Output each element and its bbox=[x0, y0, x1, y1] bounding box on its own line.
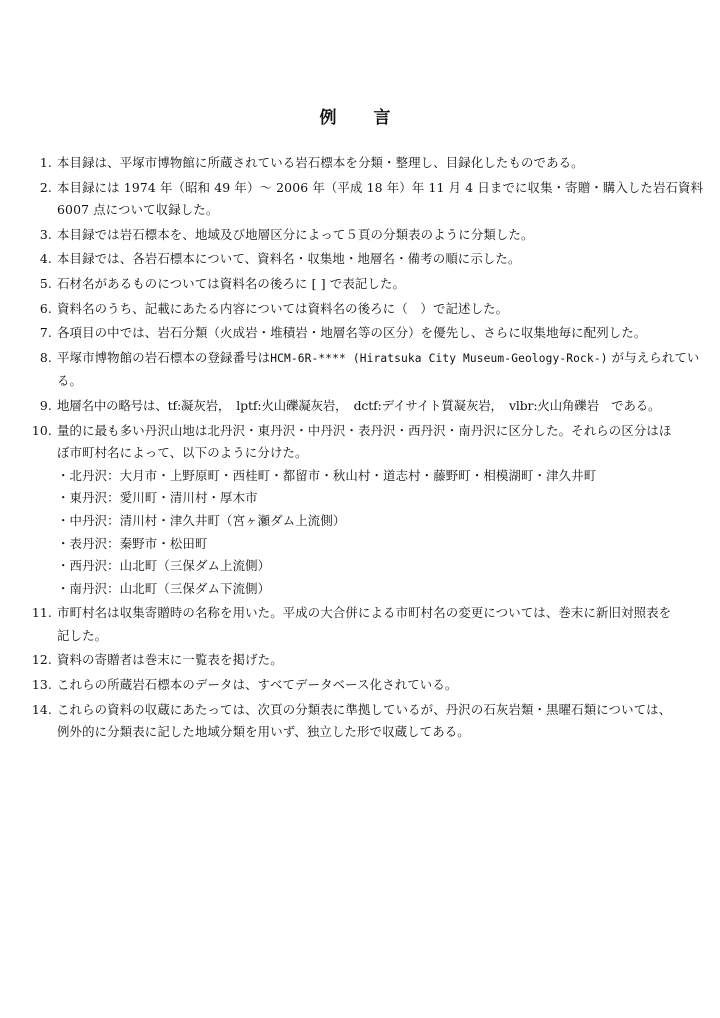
item-text bbox=[57, 347, 700, 371]
list-item-11 bbox=[28, 602, 688, 647]
list-item-6 bbox=[28, 298, 688, 321]
list-item-12 bbox=[28, 649, 688, 672]
item-number: 8. bbox=[39, 349, 52, 365]
region-nishi-tanzawa: ・西丹沢：山北町（三保ダム上流側） bbox=[57, 558, 271, 574]
item-number: 12. bbox=[31, 652, 52, 668]
item-text: 本目録では、各岩石標本について、資料名・収集地・地層名・備考の順に示した。 bbox=[57, 251, 521, 267]
list-item-5 bbox=[28, 273, 688, 296]
item-text: 本目録では岩石標本を、地域及び地層区分によって５頁の分類表のように分類した。 bbox=[57, 226, 534, 242]
item-text: これらの資料の収蔵にあたっては、次頁の分類表に準拠しているが、丹沢の石灰岩類・黒曜石類については、 bbox=[57, 701, 672, 717]
list-item-8 bbox=[28, 347, 700, 393]
item-number: 13. bbox=[31, 677, 52, 693]
item-number: 4. bbox=[39, 251, 52, 267]
item-number: 9. bbox=[39, 397, 52, 413]
item-number: 2. bbox=[39, 179, 52, 195]
item-text: 本目録は、平塚市博物館に所蔵されている岩石標本を分類・整理し、目録化したものである。 bbox=[57, 155, 584, 170]
item-text-continued: 6007 点について収録した。 bbox=[57, 202, 219, 218]
list-item-3 bbox=[28, 224, 688, 247]
list-item-2 bbox=[28, 177, 704, 222]
item-text: 資料名のうち、記載にあたる内容については資料名の後ろに（ ）で記述した。 bbox=[57, 300, 509, 316]
item-text: 本目録には 1974 年（昭和 49 年）〜 2006 年（平成 18 年）年 11 月 4 日までに収集・寄贈・購入した岩石資料 bbox=[57, 179, 704, 195]
item-number: 5. bbox=[39, 275, 52, 291]
item-number: 11. bbox=[31, 605, 52, 621]
item-number: 14. bbox=[31, 701, 52, 717]
list-item-7 bbox=[28, 322, 688, 345]
list-item-1 bbox=[28, 152, 688, 175]
item-number: 7. bbox=[39, 325, 52, 341]
item-text: 資料の寄贈者は巻末に一覧表を掲げた。 bbox=[57, 652, 283, 668]
item-text: 市町村名は収集寄贈時の名称を用いた。平成の大合併による市町村名の変更については、巻末に新旧対照表を bbox=[57, 605, 672, 621]
region-omote-tanzawa: ・表丹沢：秦野市・松田町 bbox=[57, 535, 208, 551]
list-item-10 bbox=[28, 420, 688, 601]
item-text: 量的に最も多い丹沢山地は北丹沢・東丹沢・中丹沢・表丹沢・西丹沢・南丹沢に区分した。それらの区分はほ bbox=[57, 422, 672, 438]
item-text-continued: 記した。 bbox=[57, 627, 108, 643]
region-naka-tanzawa: ・中丹沢：清川村・津久井町（宮ヶ瀬ダム上流側） bbox=[57, 512, 346, 528]
item-text-pre: 平塚市博物館の岩石標本の登録番号は bbox=[57, 349, 271, 365]
list-item-9 bbox=[28, 395, 688, 418]
region-kita-tanzawa: ・北丹沢：大月市・上野原町・西桂町・都留市・秋山村・道志村・藤野町・相模湖町・津久井町 bbox=[57, 467, 597, 483]
item-text: 地層名中の略号は、tf:凝灰岩， lptf:火山礫凝灰岩， dctf:デイサイト質凝灰岩， vlbr:火山角礫岩 である。 bbox=[57, 397, 661, 413]
item-text-continued: る。 bbox=[57, 373, 83, 389]
page-title: 例 言 bbox=[319, 108, 401, 128]
region-minami-tanzawa: ・南丹沢：山北町（三保ダム下流側） bbox=[57, 580, 271, 596]
item-number: 3. bbox=[39, 226, 52, 242]
item-number: 1. bbox=[39, 155, 52, 170]
item-text: これらの所蔵岩石標本のデータは、すべてデータベース化されている。 bbox=[57, 677, 458, 693]
item-text: 各項目の中では、岩石分類（火成岩・堆積岩・地層名等の区分）を優先し、さらに収集地毎に配列した。 bbox=[57, 325, 647, 341]
item-text: 石材名があるものについては資料名の後ろに [ ] で表記した。 bbox=[57, 275, 406, 291]
list-item-13 bbox=[28, 674, 688, 697]
item-text-continued: 例外的に分類表に記した地域分類を用いず、独立した形で収蔵してある。 bbox=[57, 724, 470, 740]
item-number: 6. bbox=[39, 300, 52, 316]
list-item-14 bbox=[28, 699, 688, 744]
region-higashi-tanzawa: ・東丹沢：愛川町・清川村・厚木市 bbox=[57, 490, 258, 506]
registration-code: HCM-6R-**** (Hiratsuka City Museum-Geology-Rock-) bbox=[270, 351, 608, 365]
item-number: 10. bbox=[31, 422, 52, 438]
item-text-continued: ぼ市町村名によって、以下のように分けた。 bbox=[57, 445, 308, 461]
item-text-post: が与えられてい bbox=[607, 349, 700, 365]
foreword-list bbox=[28, 152, 704, 746]
list-item-4 bbox=[28, 248, 688, 271]
